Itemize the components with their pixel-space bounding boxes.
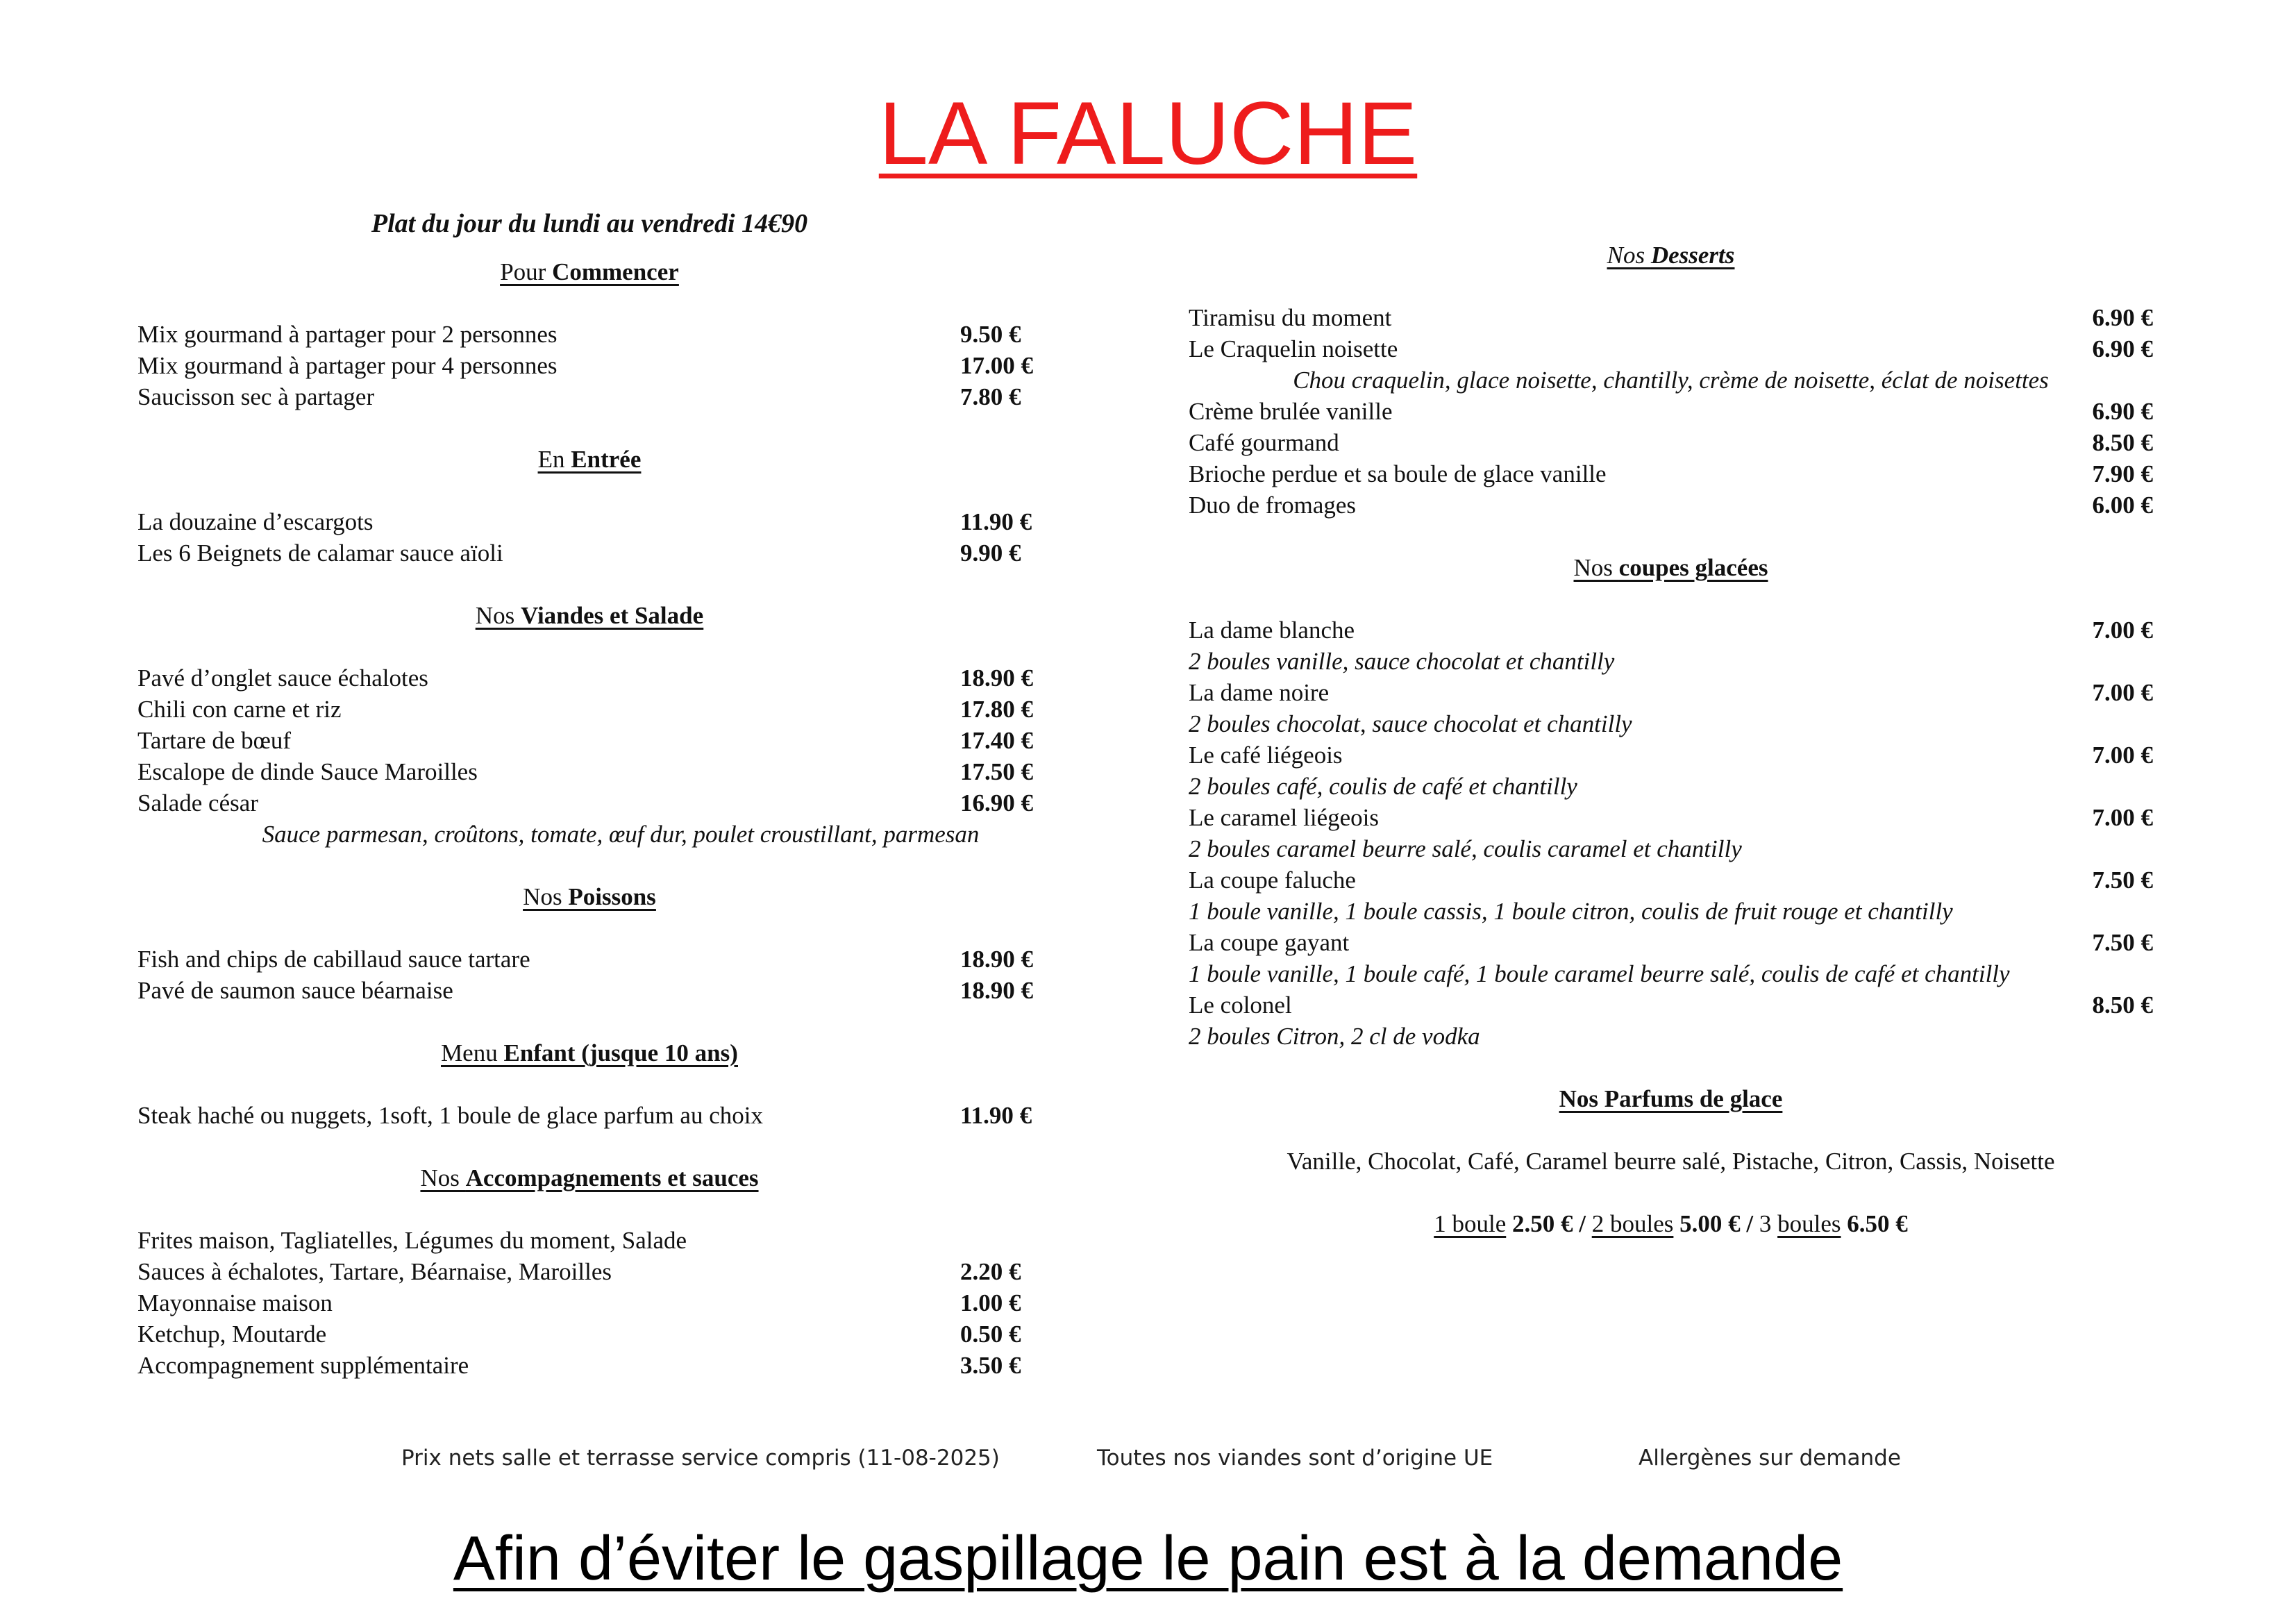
item-name: Saucisson sec à partager: [137, 383, 375, 410]
section-heading-title: Accompagnements et sauces: [465, 1164, 759, 1191]
item-price: 18.90 €: [960, 946, 1033, 973]
item-name: Mix gourmand à partager pour 4 personnes: [137, 352, 558, 379]
item-price: 17.40 €: [960, 727, 1033, 754]
item-name: Pavé de saumon sauce béarnaise: [137, 977, 453, 1004]
item-name: Salade césar: [137, 789, 258, 817]
item-name: Mix gourmand à partager pour 2 personnes: [137, 321, 558, 348]
menu-item: [137, 1100, 1041, 1131]
menu-item: [137, 350, 1041, 381]
left-column: [137, 208, 1041, 1381]
section-heading-prefix: En: [537, 446, 571, 473]
item-price: [960, 1225, 1041, 1256]
footer-allergens-note: Allergènes sur demande: [1639, 1446, 1901, 1471]
section-heading-prefix: Nos: [420, 1164, 466, 1191]
menu-item: [137, 1319, 1041, 1350]
item-price: 7.90 €: [2092, 460, 2153, 487]
menu-title: LA FALUCHE: [878, 84, 1418, 183]
item-name: La douzaine d’escargots: [137, 508, 374, 535]
item-name: Brioche perdue et sa boule de glace vanille: [1189, 460, 1607, 487]
item-price: 6.90 €: [2092, 304, 2153, 331]
menu-item: [137, 1225, 1041, 1256]
menu-item: [1189, 489, 2153, 521]
item-name: Pavé d’onglet sauce échalotes: [137, 664, 428, 692]
menu-item: [137, 319, 1041, 350]
item-description: 1 boule vanille, 1 boule café, 1 boule caramel beurre salé, coulis de café et chantilly: [1189, 960, 2010, 987]
item-name: Fish and chips de cabillaud sauce tartare: [137, 946, 530, 973]
section-heading: [137, 444, 1041, 475]
section-heading: [1189, 240, 2153, 271]
menu-item: [137, 537, 1041, 569]
menu-item: [137, 662, 1041, 694]
section-heading: [137, 1162, 1041, 1194]
menu-item: [137, 1350, 1041, 1381]
menu-item: [1189, 739, 2153, 771]
section-heading: [137, 1037, 1041, 1069]
menu-item: [137, 1287, 1041, 1319]
item-price: 7.00 €: [2092, 742, 2153, 769]
item-name: Le Craquelin noisette: [1189, 335, 1398, 362]
menu-item: [137, 944, 1041, 975]
item-name: Le café liégeois: [1189, 742, 1343, 769]
menu-item: [1189, 614, 2153, 646]
menu-item: [1189, 864, 2153, 896]
item-name: La coupe gayant: [1189, 929, 1350, 956]
item-price: 9.90 €: [960, 539, 1021, 567]
item-description: 1 boule vanille, 1 boule cassis, 1 boule citron, coulis de fruit rouge et chantilly: [1189, 898, 1953, 925]
item-description: 2 boules café, coulis de café et chantilly: [1189, 773, 1577, 800]
section-heading-title: Commencer: [552, 258, 679, 285]
section-heading-prefix: Pour: [500, 258, 553, 285]
section-heading-title: coupes glacées: [1618, 554, 1768, 581]
item-name: Les 6 Beignets de calamar sauce aïoli: [137, 539, 503, 567]
section-heading-prefix: Nos: [475, 602, 521, 629]
section-heading-title: Desserts: [1650, 242, 1735, 269]
footer-prices-note: Prix nets salle et terrasse service compris (11-08-2025): [401, 1446, 1000, 1471]
section-heading: [1189, 552, 2153, 583]
item-name: Le caramel liégeois: [1189, 804, 1380, 831]
item-name: Duo de fromages: [1189, 492, 1357, 519]
item-description: 2 boules vanille, sauce chocolat et chantilly: [1189, 648, 1615, 675]
item-name: Accompagnement supplémentaire: [137, 1352, 469, 1379]
section-heading: [137, 256, 1041, 287]
section-heading-title: Poissons: [568, 883, 656, 910]
menu-item: [137, 975, 1041, 1006]
item-description: 2 boules caramel beurre salé, coulis caramel et chantilly: [1189, 835, 1742, 862]
item-price: 18.90 €: [960, 664, 1033, 692]
item-price: 8.50 €: [2092, 429, 2153, 456]
item-price: 11.90 €: [960, 508, 1032, 535]
section-heading-prefix: Nos: [523, 883, 569, 910]
menu-item: [1189, 396, 2153, 427]
section-heading-prefix: Menu: [441, 1039, 504, 1066]
item-price: 7.00 €: [2092, 804, 2153, 831]
item-description: 2 boules Citron, 2 cl de vodka: [1189, 1023, 1480, 1050]
item-price: 6.00 €: [2092, 492, 2153, 519]
item-name: Crème brulée vanille: [1189, 398, 1393, 425]
item-name: Escalope de dinde Sauce Maroilles: [137, 758, 478, 785]
bread-banner: Afin d’éviter le gaspillage le pain est à la demande: [453, 1524, 1843, 1593]
item-name: Ketchup, Moutarde: [137, 1321, 327, 1348]
item-name: La dame blanche: [1189, 617, 1355, 644]
item-price: 7.00 €: [2092, 617, 2153, 644]
item-name: Mayonnaise maison: [137, 1289, 333, 1316]
item-price: 0.50 €: [960, 1321, 1021, 1348]
plat-du-jour: Plat du jour du lundi au vendredi 14€90: [371, 209, 808, 238]
item-price: 18.90 €: [960, 977, 1033, 1004]
section-heading: [137, 881, 1041, 912]
item-name: Steak haché ou nuggets, 1soft, 1 boule de glace parfum au choix: [137, 1102, 763, 1129]
menu-item: [137, 756, 1041, 787]
section-heading-title: Enfant (jusque 10 ans): [503, 1039, 738, 1066]
menu-item: [1189, 989, 2153, 1021]
item-price: 7.80 €: [960, 383, 1021, 410]
menu-item: [137, 787, 1041, 819]
section-heading: [137, 600, 1041, 631]
item-name: Sauces à échalotes, Tartare, Béarnaise, Maroilles: [137, 1258, 612, 1285]
item-price: 17.50 €: [960, 758, 1033, 785]
item-name: Tartare de bœuf: [137, 727, 292, 754]
parfums-heading: Nos Parfums de glace: [1559, 1085, 1783, 1112]
menu-item: [1189, 458, 2153, 489]
menu-item: [137, 725, 1041, 756]
item-price: 7.50 €: [2092, 929, 2153, 956]
item-price: 17.80 €: [960, 696, 1033, 723]
item-name: Le colonel: [1189, 991, 1292, 1019]
menu-item: [137, 694, 1041, 725]
scoop-prices: 1 boule 2.50 € / 2 boules 5.00 € / 3 boules 6.50 €: [1434, 1210, 1908, 1237]
item-price: 1.00 €: [960, 1289, 1021, 1316]
item-price: 16.90 €: [960, 789, 1033, 817]
item-price: 17.00 €: [960, 352, 1033, 379]
item-price: 2.20 €: [960, 1258, 1021, 1285]
footer-origin-note: Toutes nos viandes sont d’origine UE: [1097, 1446, 1493, 1471]
menu-item: [1189, 427, 2153, 458]
item-price: 7.00 €: [2092, 679, 2153, 706]
menu-item: [137, 381, 1041, 412]
menu-item: [1189, 802, 2153, 833]
menu-item: [137, 1256, 1041, 1287]
item-price: 11.90 €: [960, 1102, 1032, 1129]
right-column: [1189, 240, 2153, 1239]
item-description: Chou craquelin, glace noisette, chantilly, crème de noisette, éclat de noisettes: [1293, 367, 2049, 394]
menu-item: [1189, 927, 2153, 958]
section-heading-title: Viandes et Salade: [520, 602, 704, 629]
menu-item: [1189, 302, 2153, 333]
item-price: 7.50 €: [2092, 867, 2153, 894]
menu-item: [137, 506, 1041, 537]
section-heading-title: Entrée: [571, 446, 642, 473]
item-description: 2 boules chocolat, sauce chocolat et chantilly: [1189, 710, 1632, 737]
item-name: Chili con carne et riz: [137, 696, 342, 723]
item-name: Frites maison, Tagliatelles, Légumes du moment, Salade: [137, 1227, 687, 1254]
item-name: La coupe faluche: [1189, 867, 1356, 894]
item-name: La dame noire: [1189, 679, 1330, 706]
item-price: 6.90 €: [2092, 335, 2153, 362]
menu-item: [1189, 333, 2153, 365]
item-price: 9.50 €: [960, 321, 1021, 348]
menu-item: [1189, 677, 2153, 708]
item-description: Sauce parmesan, croûtons, tomate, œuf dur, poulet croustillant, parmesan: [262, 821, 980, 848]
section-heading-prefix: Nos: [1607, 242, 1651, 269]
item-price: 8.50 €: [2092, 991, 2153, 1019]
item-name: Café gourmand: [1189, 429, 1339, 456]
item-price: 6.90 €: [2092, 398, 2153, 425]
flavours-list: Vanille, Chocolat, Café, Caramel beurre salé, Pistache, Citron, Cassis, Noisette: [1287, 1148, 2055, 1175]
item-name: Tiramisu du moment: [1189, 304, 1392, 331]
section-heading-prefix: Nos: [1573, 554, 1619, 581]
item-price: 3.50 €: [960, 1352, 1021, 1379]
